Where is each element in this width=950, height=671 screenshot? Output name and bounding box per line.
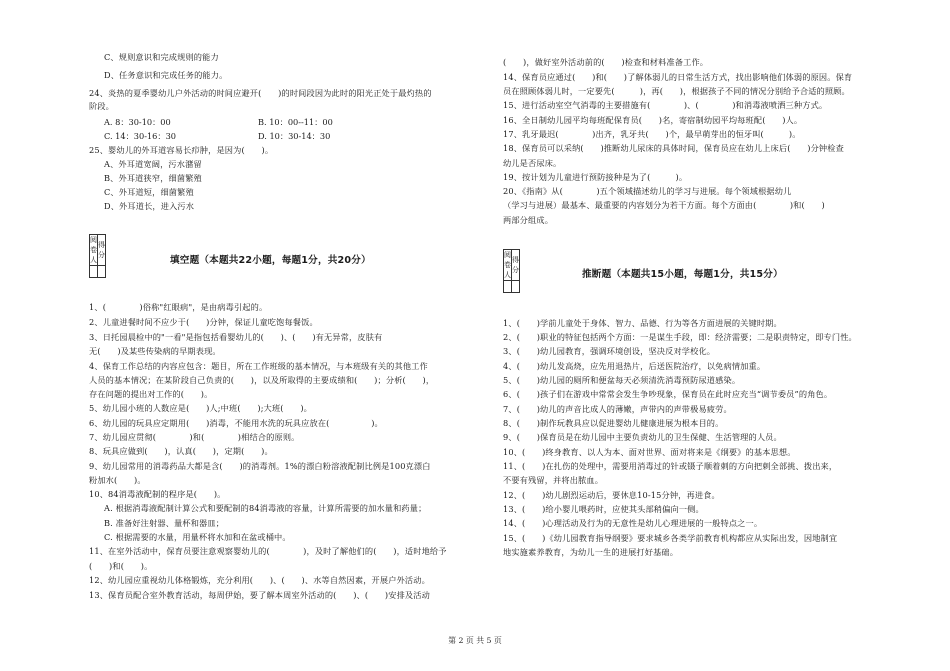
page-number: 第 2 页 共 5 页 [448, 636, 502, 645]
fill-q4: 4、保育工作总结的内容应包含：题目，所在工作班级的基本情况，与本班级有关的其他工作 [89, 361, 428, 371]
judge-q10: 10、( )终身教育、以人为本、面对世界、面对将来是《纲要》的基本思想。 [503, 447, 796, 457]
option-a: A、外耳道宽阔，污水潴留 [104, 159, 202, 169]
fill-q10: 10、84消毒液配制的程序是( )。 [89, 489, 226, 499]
score-box [89, 234, 106, 278]
judge-q6: 6、( )孩子们在游戏中常常会发生争吵现象，保育员在此时应充当“调节委员”的角色。 [503, 389, 833, 399]
fill-q16: 16、全日制幼儿园平均每班配保育员( )名，寄宿制幼园平均每班配( )人。 [503, 115, 803, 125]
judge-q8: 8、( )制作玩教具应以促进婴幼儿健康进展为根本目的。 [503, 418, 724, 428]
judge-q2: 2、( )职业的特征包括两个方面：一是谋生手段，即：经济需要；二是职责特定，即专门性。 [503, 332, 857, 342]
text-line: 两部分组成。 [503, 215, 554, 225]
judge-q12: 12、( )幼儿剧烈运动后，要休息10-15分钟，再进食。 [503, 490, 720, 500]
text-line: 无( )及某些传染病的早期表现。 [89, 346, 221, 356]
judge-q7: 7、( )幼儿的声音比成人的薄嫩，声带内的声带极易疲劳。 [503, 404, 732, 414]
option-c: C. 根据需要的水量，用量杯将水加和在盆或桶中。 [104, 532, 291, 542]
fill-q2: 2、儿童进餐时间不应少于( )分钟，保证儿童吃饱每餐饭。 [89, 317, 318, 327]
option-d: D、外耳道长，进入污水 [104, 201, 195, 211]
fill-q3: 3、日托园晨检中的"一看"是指包括看婴幼儿的( )、( )有无异常，皮肤有 [89, 332, 383, 342]
text-line: 员在照顾体弱儿时，一定要先( )，再( )，根据孩子不同的情况分别给予合适的照顾。 [503, 86, 850, 96]
judge-q3: 3、( )幼儿园教育，强调环境创设，坚决反对学校化。 [503, 346, 716, 356]
score-label: 得分 [98, 235, 106, 266]
text-line: 人员的基本情况；在某阶段自己负责的( )，以及所取得的主要成绩和( )；分析( )， [89, 375, 435, 385]
judge-q14: 14、( )心理活动及行为的无意性是幼儿心理进展的一般特点之一。 [503, 518, 763, 528]
fill-q20: 20、《指南》从( )五个领域描述幼儿的学习与进展。每个领域根据幼儿 [503, 186, 792, 196]
question-25: 25、婴幼儿的外耳道容易长疖肿，是因为( )。 [89, 145, 274, 155]
section-title: 推断题（本题共15小题，每题1分，共15分） [582, 269, 783, 280]
scorer-label: 阅卷人 [90, 236, 97, 264]
text-line: ( )，做好室外活动前的( )检查和材料准备工作。 [503, 57, 709, 67]
fill-q11: 11、在室外活动中，保育员要注意观察婴幼儿的( )，及时了解他们的( )，适时地给予 [89, 546, 447, 556]
text-line: C、规则意识和完成规则的能力 [104, 52, 219, 62]
option-b: B. 10：00--11：00 [258, 117, 333, 127]
option-d: D. 10：30-14：30 [258, 131, 331, 141]
section-title: 填空题（本题共22小题，每题1分，共20分） [170, 255, 371, 266]
judge-q4: 4、( )幼儿发高烧，应先用退热片，后送医院治疗，以免病情加重。 [503, 361, 766, 371]
fill-q15: 15、进行活动室空气消毒的主要措施有( )、( )和消毒液喷洒三种方式。 [503, 100, 828, 110]
fill-q14: 14、保育员应通过( )和( )了解体弱儿的日常生活方式，找出影响他们体弱的原因。保育 [503, 72, 853, 82]
judge-q9: 9、( )保育员是在幼儿园中主要负责幼儿的卫生保健、生活管理的人员。 [503, 432, 782, 442]
scorer-cell [504, 281, 512, 293]
score-cell [98, 266, 106, 278]
fill-q6: 6、幼儿园的玩具应定期用( )消毒，不能用水洗的玩具应放在( )。 [89, 418, 383, 428]
judge-q1: 1、( )学前儿童处于身体、智力、品德、行为等各方面进展的关键时期。 [503, 318, 782, 328]
option-b: B. 准备好注射器、量杯和器皿； [104, 518, 225, 528]
text-line: （学习与进展）最基本、最重要的内容划分为若干方面。每个方面由( )和( ) [503, 200, 825, 210]
option-c: C、外耳道短，细菌繁殖 [104, 187, 194, 197]
text-line: ( )和( )。 [89, 561, 153, 571]
fill-q5: 5、幼儿园小班的人数应是( )人;中班( );大班( )。 [89, 403, 313, 413]
scorer-label: 阅卷人 [504, 251, 511, 279]
option-b: B、外耳道狭窄，细菌繁殖 [104, 173, 202, 183]
fill-q9: 9、幼儿园常用的消毒药品大都是含( )的消毒剂。1%的漂白粉溶液配制比例是100克漂白 [89, 461, 431, 471]
score-cell [512, 281, 520, 293]
fill-q19: 19、按计划为儿童进行预防接种是为了( )。 [503, 172, 688, 182]
question-24: 24、炎热的夏季婴幼儿户外活动的时间应避开( )的时间段因为此时的阳光正处于最灼热的 [89, 88, 432, 98]
judge-q11: 11、( )在扎伤的处理中，需要用消毒过的针或镊子顺着刺的方向把刺全部挑、拨出来， [503, 461, 838, 471]
text-line: 不要有残留，并将出脓血。 [503, 475, 604, 485]
fill-q1: 1、( )俗称"红眼病"，是由病毒引起的。 [89, 302, 268, 312]
judge-q13: 13、( )给小婴儿喂药时，应使其头部稍偏向一侧。 [503, 504, 704, 514]
text-line: 粉加水( )。 [89, 475, 146, 485]
text-line: 存在问题的提出对工作的( )。 [89, 389, 213, 399]
fill-q13: 13、保育员配合室外教育活动，每周伊始，要了解本周室外活动的( )、( )安排及活动 [89, 590, 430, 600]
text-line: 幼儿是否尿床。 [503, 158, 562, 168]
text-line: 阶段。 [89, 101, 115, 111]
judge-q5: 5、( )幼儿园的厕所和便盆每天必须清洗消毒预防尿道感染。 [503, 375, 741, 385]
fill-q18: 18、保育员可以采纳( )推断幼儿尿床的具体时间，保育员应在幼儿上床后( )分钟检查 [503, 143, 844, 153]
fill-q8: 8、玩具应做到( )，认真( )，定期( )。 [89, 446, 273, 456]
text-line: D、任务意识和完成任务的能力。 [104, 70, 228, 80]
fill-q12: 12、幼儿园应重视幼儿体格锻炼，充分利用( )、( )、水等自然因素，开展户外活动。 [89, 575, 430, 585]
option-a: A. 根据消毒液配制计算公式和要配制的84消毒液的容量，计算所需要的加水量和药量； [104, 503, 427, 513]
fill-q17: 17、乳牙最迟( )出齐，乳牙共( )个，最早萌芽出的恒牙叫( )。 [503, 129, 801, 139]
score-box [503, 249, 520, 293]
fill-q7: 7、幼儿园应贯彻( )和( )相结合的原则。 [89, 432, 300, 442]
option-c: C. 14：30-16：30 [104, 131, 176, 141]
scorer-cell [90, 266, 98, 278]
judge-q15: 15、( )《幼儿园教育指导纲要》要求城乡各类学前教育机构都应从实际出发，因地制宜 [503, 533, 838, 543]
text-line: 地实施素养教育，为幼儿一生的进展打好基础。 [503, 547, 679, 557]
option-a: A. 8：30-10：00 [104, 117, 171, 127]
score-label: 得分 [512, 250, 520, 281]
